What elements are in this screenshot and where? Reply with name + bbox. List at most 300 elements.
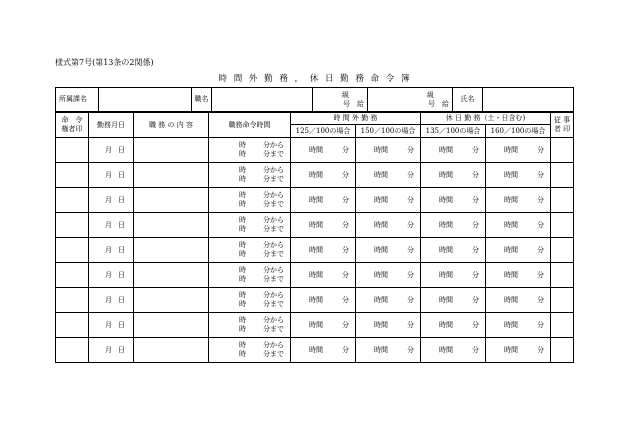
- overtime-125-cell[interactable]: [291, 163, 356, 188]
- cell-text: 時間: [374, 295, 388, 304]
- department-label: 所属課名: [56, 88, 99, 112]
- cell-text: 時間: [374, 170, 388, 179]
- cell-text-line: [421, 196, 485, 205]
- cell-text: 時間: [309, 270, 323, 279]
- cell-text-line: [421, 221, 485, 230]
- cell-text: 月: [105, 245, 112, 254]
- cell-text: 月: [105, 295, 112, 304]
- overtime-125-cell[interactable]: [291, 288, 356, 313]
- cell-text-line: [356, 296, 420, 305]
- cell-text: 権者印: [61, 125, 83, 133]
- job-content-cell[interactable]: [134, 338, 209, 363]
- cell-text: 時間: [374, 320, 388, 329]
- cell-text: 分まで: [263, 225, 284, 233]
- grade-field-2[interactable]: [368, 88, 453, 112]
- cell-text: 時間: [504, 220, 518, 229]
- cell-text: 時: [239, 316, 246, 324]
- cell-text: 分: [342, 320, 349, 329]
- work-date-header: 勤務月日: [89, 113, 134, 138]
- holiday-160-header: 160／100の場合: [486, 125, 551, 138]
- holiday-160-cell[interactable]: [486, 288, 551, 313]
- commander-seal-cell[interactable]: [56, 188, 89, 213]
- worker-seal-cell[interactable]: [551, 238, 574, 263]
- job-order-time-cell[interactable]: [209, 238, 291, 263]
- cell-text: 分: [472, 320, 479, 329]
- job-order-time-cell[interactable]: [209, 163, 291, 188]
- table-row: [56, 163, 574, 188]
- cell-text: 日: [118, 295, 125, 304]
- cell-text: 分: [537, 195, 544, 204]
- cell-text-line: [209, 225, 290, 234]
- cell-text: 時: [239, 341, 246, 349]
- cell-text-line: [209, 350, 290, 359]
- overtime-150-header: 150／100の場合: [356, 125, 421, 138]
- header-table: [55, 87, 574, 112]
- cell-text: 時間: [309, 295, 323, 304]
- cell-text: 月: [105, 270, 112, 279]
- name-field[interactable]: [483, 88, 574, 112]
- overtime-150-cell[interactable]: [356, 138, 421, 163]
- holiday-160-cell[interactable]: [486, 263, 551, 288]
- salary-label-2: 号 給: [428, 99, 449, 108]
- cell-text-line: [486, 296, 550, 305]
- overtime-125-cell[interactable]: [291, 338, 356, 363]
- cell-text: 分: [537, 295, 544, 304]
- cell-text-line: [356, 271, 420, 280]
- cell-text: 分まで: [263, 300, 284, 308]
- cell-text: 分: [472, 220, 479, 229]
- cell-text: 月: [105, 145, 112, 154]
- cell-text: 時: [239, 291, 246, 299]
- cell-text-line: [421, 346, 485, 355]
- cell-text-line: [209, 191, 290, 200]
- cell-text: 分: [342, 270, 349, 279]
- cell-text-line: [209, 300, 290, 309]
- job-order-time-cell[interactable]: [209, 263, 291, 288]
- overtime-150-cell[interactable]: [356, 188, 421, 213]
- cell-text: 時間: [439, 170, 453, 179]
- cell-text: 日: [118, 320, 125, 329]
- cell-text: 時間: [504, 245, 518, 254]
- cell-text-line: [421, 146, 485, 155]
- job-order-time-cell[interactable]: [209, 138, 291, 163]
- cell-text: 日: [118, 245, 125, 254]
- overtime-125-cell[interactable]: [291, 213, 356, 238]
- cell-text: 時: [239, 225, 246, 233]
- job-content-cell[interactable]: [134, 188, 209, 213]
- cell-text-line: [486, 196, 550, 205]
- cell-text-line: [291, 271, 355, 280]
- cell-text-line: [209, 141, 290, 150]
- table-row: [56, 238, 574, 263]
- cell-text: 分: [537, 245, 544, 254]
- cell-text-line: [89, 146, 133, 155]
- cell-text: 時間: [374, 345, 388, 354]
- cell-text-line: [209, 275, 290, 284]
- cell-text: 時間: [309, 320, 323, 329]
- holiday-160-cell[interactable]: [486, 163, 551, 188]
- job-order-time-header: 職務命令時間: [209, 113, 291, 138]
- work-date-cell[interactable]: [89, 288, 134, 313]
- holiday-160-cell[interactable]: [486, 213, 551, 238]
- table-row: [56, 313, 574, 338]
- job-content-cell[interactable]: [134, 163, 209, 188]
- cell-text-line: [291, 246, 355, 255]
- cell-text: 時間: [374, 220, 388, 229]
- overtime-125-cell[interactable]: [291, 238, 356, 263]
- cell-text: 分: [537, 220, 544, 229]
- cell-text-line: [421, 171, 485, 180]
- cell-text-line: [486, 221, 550, 230]
- overtime-150-cell[interactable]: [356, 238, 421, 263]
- table-row: [56, 263, 574, 288]
- cell-text: 時間: [309, 220, 323, 229]
- holiday-135-cell[interactable]: [421, 238, 486, 263]
- cell-text: 分から: [263, 316, 284, 324]
- cell-text-line: [291, 346, 355, 355]
- cell-text-line: [89, 196, 133, 205]
- cell-text: 時: [239, 275, 246, 283]
- cell-text: 分: [537, 320, 544, 329]
- grade-label: 級: [342, 90, 349, 99]
- overtime-125-cell[interactable]: [291, 188, 356, 213]
- work-date-cell[interactable]: [89, 338, 134, 363]
- cell-text: 月: [105, 170, 112, 179]
- cell-text: 時: [239, 216, 246, 224]
- job-content-cell[interactable]: [134, 213, 209, 238]
- commander-seal-cell[interactable]: [56, 263, 89, 288]
- cell-text: 分から: [263, 266, 284, 274]
- cell-text-line: [209, 216, 290, 225]
- cell-text: 分: [342, 145, 349, 154]
- cell-text: 分: [342, 295, 349, 304]
- cell-text-line: [356, 171, 420, 180]
- cell-text: 時間: [439, 270, 453, 279]
- cell-text: 分まで: [263, 150, 284, 158]
- cell-text: 月: [105, 195, 112, 204]
- cell-text-line: [209, 316, 290, 325]
- cell-text: 時間: [504, 270, 518, 279]
- holiday-135-cell[interactable]: [421, 138, 486, 163]
- overtime-header: 時 間 外 勤 務: [291, 113, 421, 125]
- overtime-150-cell[interactable]: [356, 288, 421, 313]
- cell-text-line: [209, 175, 290, 184]
- cell-text: 命 令: [61, 116, 83, 124]
- cell-text: 時間: [374, 270, 388, 279]
- grade-label-2: 級: [427, 90, 434, 99]
- holiday-160-cell[interactable]: [486, 138, 551, 163]
- overtime-125-cell[interactable]: [291, 138, 356, 163]
- cell-text: 分: [407, 345, 414, 354]
- name-label: 氏名: [453, 88, 483, 112]
- cell-text: 分まで: [263, 325, 284, 333]
- holiday-160-cell[interactable]: [486, 188, 551, 213]
- job-order-time-cell[interactable]: [209, 288, 291, 313]
- cell-text-line: [291, 146, 355, 155]
- work-date-cell[interactable]: [89, 188, 134, 213]
- cell-text: 時間: [309, 245, 323, 254]
- cell-text: 分: [407, 295, 414, 304]
- work-date-cell[interactable]: [89, 138, 134, 163]
- overtime-150-cell[interactable]: [356, 163, 421, 188]
- cell-text: 分まで: [263, 175, 284, 183]
- cell-text: 日: [118, 170, 125, 179]
- cell-text-line: [356, 321, 420, 330]
- overtime-125-cell[interactable]: [291, 263, 356, 288]
- overtime-150-cell[interactable]: [356, 263, 421, 288]
- cell-text: 時: [239, 166, 246, 174]
- holiday-160-cell[interactable]: [486, 238, 551, 263]
- cell-text: 日: [118, 270, 125, 279]
- cell-text-line: [89, 321, 133, 330]
- cell-text-line: [89, 296, 133, 305]
- job-order-time-cell[interactable]: [209, 188, 291, 213]
- cell-text-line: [291, 196, 355, 205]
- cell-text: 月: [105, 320, 112, 329]
- cell-text-line: [209, 341, 290, 350]
- cell-text: 時間: [504, 145, 518, 154]
- table-row: [56, 213, 574, 238]
- table-row: [56, 288, 574, 313]
- cell-text: 分: [472, 145, 479, 154]
- cell-text: 分から: [263, 216, 284, 224]
- overtime-125-header: 125／100の場合: [291, 125, 356, 138]
- cell-text: 分: [407, 270, 414, 279]
- cell-text-line: [89, 221, 133, 230]
- cell-text: 時間: [439, 320, 453, 329]
- cell-text-line: [89, 271, 133, 280]
- cell-text: 日: [118, 345, 125, 354]
- cell-text: 分: [472, 245, 479, 254]
- grade-field[interactable]: [313, 88, 368, 112]
- cell-text: 日: [118, 195, 125, 204]
- worker-seal-header: [551, 113, 574, 138]
- overtime-150-cell[interactable]: [356, 213, 421, 238]
- holiday-135-cell[interactable]: [421, 338, 486, 363]
- job-order-time-cell[interactable]: [209, 338, 291, 363]
- holiday-135-cell[interactable]: [421, 213, 486, 238]
- cell-text-line: [291, 296, 355, 305]
- cell-text: 分: [537, 170, 544, 179]
- cell-text: 時: [239, 191, 246, 199]
- job-order-time-cell[interactable]: [209, 213, 291, 238]
- table-row: [56, 338, 574, 363]
- holiday-135-cell[interactable]: [421, 263, 486, 288]
- cell-text-line: [89, 346, 133, 355]
- cell-text: 時間: [439, 220, 453, 229]
- commander-seal-cell[interactable]: [56, 288, 89, 313]
- work-date-cell[interactable]: [89, 213, 134, 238]
- overtime-125-cell[interactable]: [291, 313, 356, 338]
- cell-text-line: [356, 196, 420, 205]
- cell-text: 時: [239, 300, 246, 308]
- document-title: 時 間 外 勤 務 ， 休 日 勤 務 命 令 簿: [218, 74, 412, 84]
- cell-text: 日: [118, 145, 125, 154]
- position-label: 職名: [192, 88, 212, 112]
- worker-seal-cell[interactable]: [551, 338, 574, 363]
- cell-text-line: [209, 325, 290, 334]
- cell-text: 月: [105, 220, 112, 229]
- cell-text: 時: [239, 325, 246, 333]
- holiday-header: 休 日 勤 務（土・日含む): [421, 113, 551, 125]
- cell-text-line: [356, 221, 420, 230]
- cell-text-line: [209, 250, 290, 259]
- cell-text-line: [209, 150, 290, 159]
- cell-text: 時間: [504, 170, 518, 179]
- department-field[interactable]: [99, 88, 192, 112]
- cell-text: 分まで: [263, 200, 284, 208]
- overtime-150-cell[interactable]: [356, 313, 421, 338]
- commander-seal-cell[interactable]: [56, 138, 89, 163]
- cell-text: 分: [537, 270, 544, 279]
- cell-text: 分まで: [263, 250, 284, 258]
- holiday-160-cell[interactable]: [486, 313, 551, 338]
- cell-text-line: [209, 291, 290, 300]
- cell-text: 時間: [439, 345, 453, 354]
- worker-seal-cell[interactable]: [551, 188, 574, 213]
- job-order-time-cell[interactable]: [209, 313, 291, 338]
- cell-text: 時間: [309, 195, 323, 204]
- job-content-cell[interactable]: [134, 238, 209, 263]
- job-content-cell[interactable]: [134, 288, 209, 313]
- cell-text: 分: [472, 170, 479, 179]
- overtime-150-cell[interactable]: [356, 338, 421, 363]
- worker-seal-cell[interactable]: [551, 263, 574, 288]
- work-date-cell[interactable]: [89, 238, 134, 263]
- cell-text-line: [209, 266, 290, 275]
- cell-text: 分: [407, 220, 414, 229]
- cell-text: 分: [407, 170, 414, 179]
- cell-text: 分: [472, 270, 479, 279]
- cell-text-line: [356, 346, 420, 355]
- work-date-cell[interactable]: [89, 263, 134, 288]
- cell-text-line: [421, 321, 485, 330]
- cell-text: 時: [239, 200, 246, 208]
- cell-text: 分: [407, 195, 414, 204]
- commander-seal-cell[interactable]: [56, 238, 89, 263]
- cell-text: 時間: [439, 295, 453, 304]
- cell-text: 時間: [374, 145, 388, 154]
- job-content-cell[interactable]: [134, 313, 209, 338]
- position-field[interactable]: [212, 88, 313, 112]
- job-content-cell[interactable]: [134, 138, 209, 163]
- work-date-cell[interactable]: [89, 163, 134, 188]
- holiday-160-cell[interactable]: [486, 338, 551, 363]
- cell-text-line: [209, 200, 290, 209]
- cell-text: 分から: [263, 291, 284, 299]
- cell-text: 時: [239, 175, 246, 183]
- cell-text-line: [209, 241, 290, 250]
- cell-text: 時間: [309, 145, 323, 154]
- cell-text: 時: [239, 250, 246, 258]
- holiday-135-cell[interactable]: [421, 313, 486, 338]
- job-content-header: 職 務 の 内 容: [134, 113, 209, 138]
- cell-text-line: [291, 171, 355, 180]
- cell-text-line: [291, 221, 355, 230]
- cell-text: 分から: [263, 241, 284, 249]
- cell-text: 時間: [504, 295, 518, 304]
- cell-text: 時間: [504, 345, 518, 354]
- cell-text: 時間: [374, 195, 388, 204]
- cell-text: 時: [239, 150, 246, 158]
- order-table: [55, 112, 574, 363]
- commander-seal-cell[interactable]: [56, 163, 89, 188]
- table-row: [56, 188, 574, 213]
- cell-text-line: [89, 171, 133, 180]
- cell-text-line: [486, 246, 550, 255]
- worker-seal-cell[interactable]: [551, 138, 574, 163]
- salary-label: 号 給: [343, 99, 364, 108]
- cell-text-line: [421, 246, 485, 255]
- holiday-135-cell[interactable]: [421, 288, 486, 313]
- commander-seal-cell[interactable]: [56, 213, 89, 238]
- cell-text: 時間: [309, 170, 323, 179]
- cell-text: 日: [118, 220, 125, 229]
- cell-text: 時: [239, 350, 246, 358]
- cell-text: 分: [342, 345, 349, 354]
- cell-text-line: [356, 146, 420, 155]
- cell-text-line: [486, 321, 550, 330]
- cell-text-line: [486, 146, 550, 155]
- cell-text-line: [421, 296, 485, 305]
- cell-text: 分: [472, 345, 479, 354]
- cell-text: 分: [537, 345, 544, 354]
- cell-text: 分: [407, 320, 414, 329]
- cell-text: 分: [407, 245, 414, 254]
- cell-text: 従 事: [553, 116, 571, 124]
- table-row: [56, 138, 574, 163]
- holiday-135-cell[interactable]: [421, 163, 486, 188]
- cell-text: 時: [239, 241, 246, 249]
- cell-text-line: [291, 321, 355, 330]
- cell-text: 時間: [439, 145, 453, 154]
- cell-text: 分: [342, 220, 349, 229]
- worker-seal-cell[interactable]: [551, 313, 574, 338]
- cell-text: 分から: [263, 141, 284, 149]
- cell-text: 分: [472, 295, 479, 304]
- cell-text: 分から: [263, 166, 284, 174]
- work-date-cell[interactable]: [89, 313, 134, 338]
- cell-text-line: [356, 246, 420, 255]
- cell-text-line: [421, 271, 485, 280]
- cell-text-line: [486, 171, 550, 180]
- cell-text: 分から: [263, 341, 284, 349]
- cell-text: 者 印: [553, 125, 571, 133]
- cell-text: 時: [239, 141, 246, 149]
- worker-seal-cell[interactable]: [551, 163, 574, 188]
- cell-text: 時間: [439, 195, 453, 204]
- cell-text: 時間: [504, 320, 518, 329]
- job-content-cell[interactable]: [134, 263, 209, 288]
- cell-text: 時: [239, 266, 246, 274]
- cell-text: 分: [342, 170, 349, 179]
- cell-text: 時間: [504, 195, 518, 204]
- cell-text: 分: [472, 195, 479, 204]
- cell-text: 分まで: [263, 350, 284, 358]
- commander-seal-header: [56, 113, 89, 138]
- commander-seal-cell[interactable]: [56, 313, 89, 338]
- cell-text: 時間: [374, 245, 388, 254]
- cell-text-line: [486, 346, 550, 355]
- commander-seal-cell[interactable]: [56, 338, 89, 363]
- cell-text: 月: [105, 345, 112, 354]
- form-number-label: 様式第7号(第13条の2関係): [55, 58, 154, 67]
- holiday-135-cell[interactable]: [421, 188, 486, 213]
- worker-seal-cell[interactable]: [551, 213, 574, 238]
- worker-seal-cell[interactable]: [551, 288, 574, 313]
- cell-text-line: [486, 271, 550, 280]
- cell-text: 時間: [439, 245, 453, 254]
